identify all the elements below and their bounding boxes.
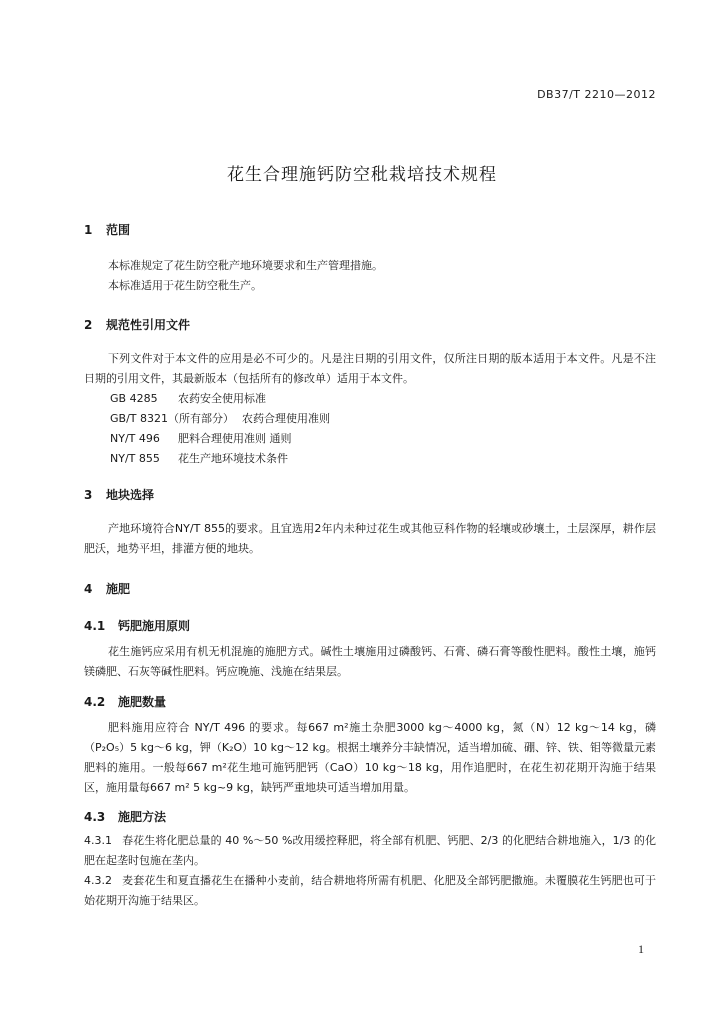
paragraph: 肥料施用应符合 NY/T 496 的要求。每667 m²施土杂肥3000 kg～4000 kg，氮（N）12 kg～14 kg，磷（P₂O₅）5 kg～6 kg，钾（K₂O）10 kg～12 kg。根据土壤养分丰缺情况，适当增加硫、硼、锌、铁、钼等微量元素肥料的施用。一般每667 m²花生地可施钙肥钙（CaO）10 kg～18 kg，用作追肥时，在花生初花期开沟施于结果区，施用量每667 m² 5 kg~9 kg，缺钙严重地块可适当增加用量。 <box>84 721 656 794</box>
reference-name: 农药合理使用准则 <box>242 412 330 425</box>
section-2-heading <box>84 316 656 333</box>
subsection-4-3-heading <box>84 808 656 825</box>
subsection-4-1-heading <box>84 617 656 634</box>
subsection-4-3-body <box>84 831 656 911</box>
section-1-heading <box>84 221 656 238</box>
paragraph: 下列文件对于本文件的应用是必不可少的。凡是注日期的引用文件，仅所注日期的版本适用于本文件。凡是不注日期的引用文件，其最新版本（包括所有的修改单）适用于本文件。 <box>84 352 656 385</box>
reference-code: GB/T 8321（所有部分） <box>110 412 234 425</box>
clause-number: 4.3.2 <box>84 874 112 887</box>
subsection-4-2-body <box>84 718 656 798</box>
clause-text: 麦套花生和夏直播花生在播种小麦前，结合耕地将所需有机肥、化肥及全部钙肥撒施。未覆膜花生钙肥也可于始花期开沟施于结果区。 <box>84 874 656 907</box>
subsection-title: 施肥数量 <box>118 695 167 709</box>
section-3-body <box>84 519 656 559</box>
section-1-body <box>84 256 656 296</box>
normative-reference <box>84 429 656 449</box>
subsection-4-2-heading <box>84 693 656 710</box>
reference-name: 肥料合理使用准则 通则 <box>178 432 292 445</box>
page-number: 1 <box>638 942 644 956</box>
clause-number: 4.3.1 <box>84 834 112 847</box>
subsection-number: 4.2 <box>84 695 106 709</box>
normative-reference <box>84 449 656 469</box>
normative-reference <box>84 409 656 429</box>
clause-text: 春花生将化肥总量的 40 %～50 %改用缓控释肥，将全部有机肥、钙肥、2/3 的化肥结合耕地施入，1/3 的化肥在起垄时包施在垄内。 <box>84 834 656 867</box>
reference-code: NY/T 496 <box>110 432 160 445</box>
section-title: 施肥 <box>106 582 131 596</box>
reference-name: 花生产地环境技术条件 <box>178 452 288 465</box>
section-title: 范围 <box>106 223 131 237</box>
section-3-heading <box>84 486 656 503</box>
paragraph: 产地环境符合NY/T 855的要求。且宜选用2年内未种过花生或其他豆科作物的轻壤或砂壤土，土层深厚，耕作层肥沃，地势平坦，排灌方便的地块。 <box>84 522 656 555</box>
section-number: 4 <box>84 582 93 596</box>
subsection-title: 施肥方法 <box>118 810 167 824</box>
normative-reference <box>84 389 656 409</box>
subsection-number: 4.3 <box>84 810 106 824</box>
clause-4-3-2 <box>84 871 656 911</box>
section-title: 规范性引用文件 <box>106 318 191 332</box>
paragraph: 花生施钙应采用有机无机混施的施肥方式。碱性土壤施用过磷酸钙、石膏、磷石膏等酸性肥料。酸性土壤，施钙镁磷肥、石灰等碱性肥料。钙应晚施、浅施在结果层。 <box>84 645 656 678</box>
reference-code: NY/T 855 <box>110 452 160 465</box>
section-2-body <box>84 349 656 469</box>
clause-4-3-1 <box>84 831 656 871</box>
subsection-title: 钙肥施用原则 <box>118 619 191 633</box>
standard-code: DB37/T 2210—2012 <box>537 88 656 101</box>
page-title: 花生合理施钙防空秕栽培技术规程 <box>227 165 497 185</box>
paragraph: 本标准适用于花生防空秕生产。 <box>108 279 262 292</box>
subsection-4-1-body <box>84 642 656 682</box>
section-number: 1 <box>84 223 93 237</box>
subsection-number: 4.1 <box>84 619 106 633</box>
section-4-heading <box>84 580 656 597</box>
paragraph: 本标准规定了花生防空秕产地环境要求和生产管理措施。 <box>108 259 383 272</box>
section-number: 3 <box>84 488 93 502</box>
section-title: 地块选择 <box>106 488 155 502</box>
section-number: 2 <box>84 318 93 332</box>
reference-name: 农药安全使用标准 <box>178 392 266 405</box>
reference-code: GB 4285 <box>110 392 158 405</box>
